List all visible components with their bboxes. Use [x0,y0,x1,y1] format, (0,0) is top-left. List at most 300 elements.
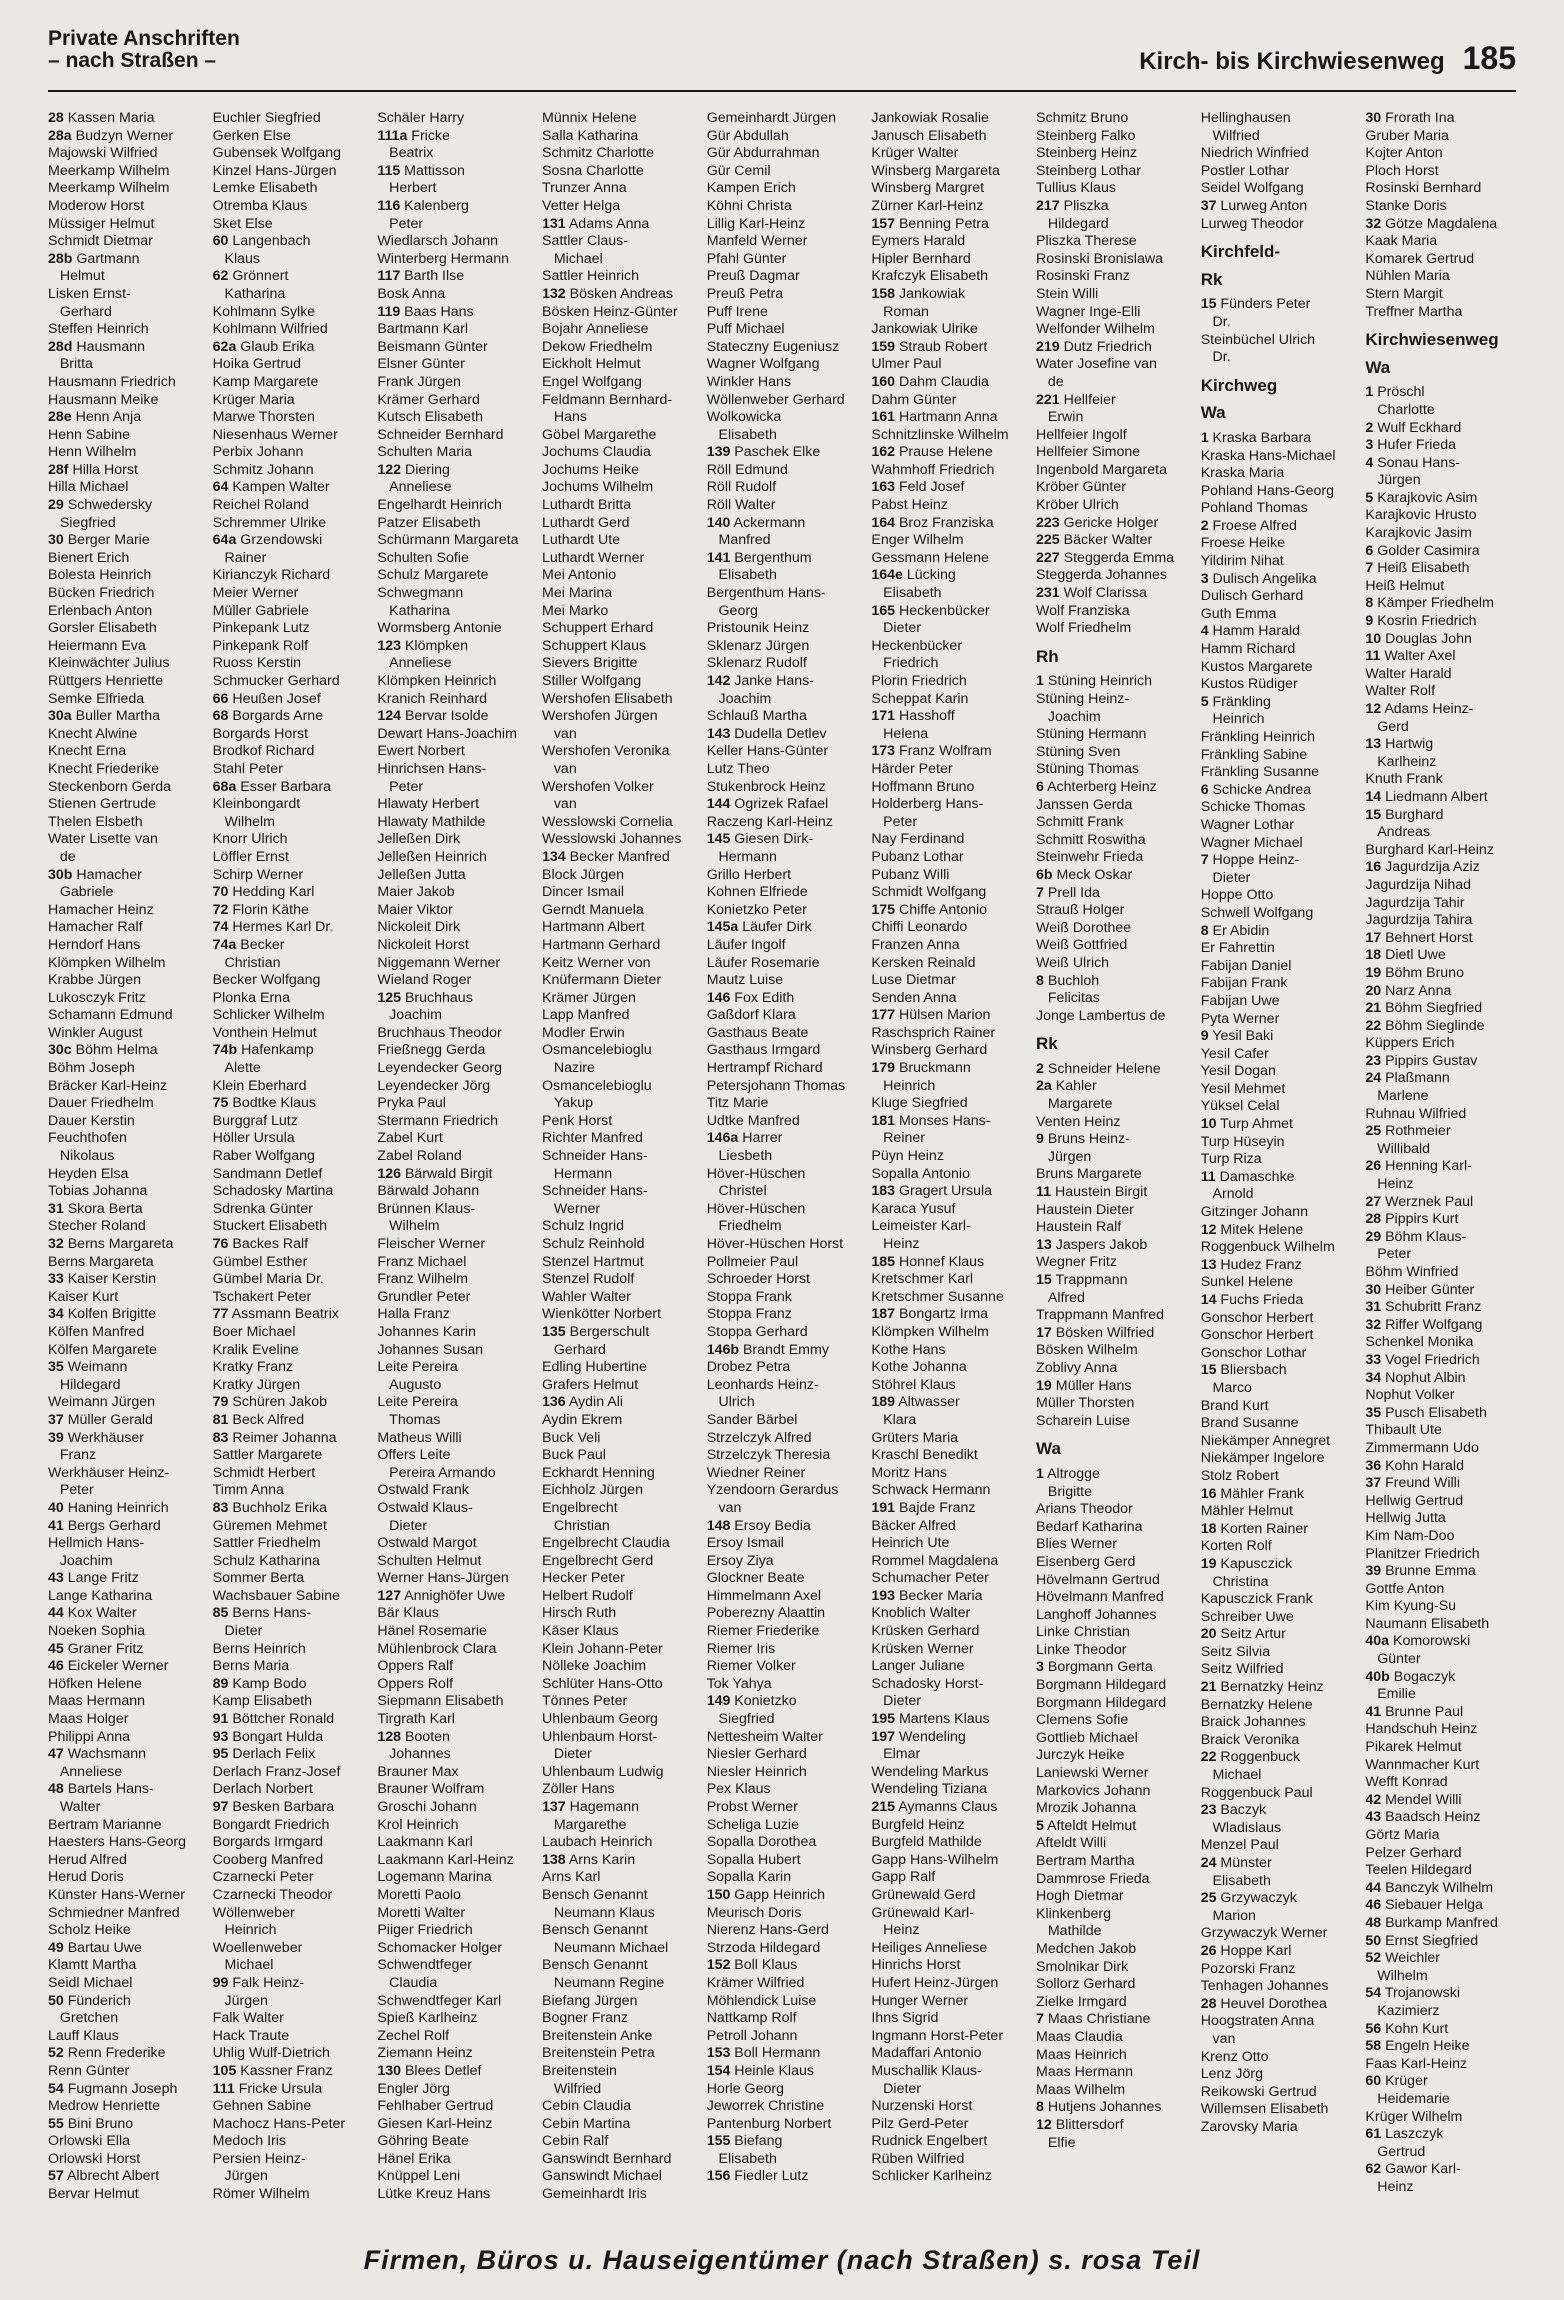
directory-entry: Peter [377,778,424,795]
directory-entry: Kraska Maria [1200,465,1285,482]
directory-entry: Steinwehr Frieda [1036,849,1144,866]
directory-entry: Grünewald Gerd [871,1886,976,1903]
directory-entry: 3 Dulisch Angelika [1200,570,1317,587]
directory-entry: Elisabeth [871,585,942,602]
directory-entry: Hartmann Albert [542,919,645,936]
directory-entry: 14 Liedmann Albert [1365,788,1488,805]
directory-entry: 215 Aymanns Claus [871,1799,998,1815]
directory-entry: Wiedlarsch Johann [377,233,498,250]
directory-entry: 41 Brunne Paul [1365,1703,1464,1720]
directory-entry: Braick Veronika [1200,1731,1300,1748]
directory-entry: Clemens Sofie [1036,1712,1129,1729]
street-section-heading: Rh [1036,646,1059,666]
directory-entry: Senden Anna [871,989,957,1006]
directory-entry: 25 Rothmeier [1365,1123,1451,1140]
directory-entry: Yesil Cafer [1200,1045,1269,1062]
directory-entry: 21 Böhm Siegfried [1365,1000,1483,1017]
directory-entry: Eymers Harald [871,233,966,250]
directory-entry: 9 Bruns Heinz- [1036,1131,1130,1148]
directory-entry: Herud Alfred [48,1851,127,1868]
directory-entry: Kohnen Elfriede [706,884,808,901]
directory-entry: 32 Götze Magdalena [1365,215,1498,232]
directory-entry: Gerken Else [212,127,291,144]
directory-entry: Röll Walter [706,497,776,514]
directory-entry: 160 Dahm Claudia [871,373,989,390]
directory-entry: Brand Kurt [1200,1397,1269,1414]
directory-entry: Dieter [871,1693,922,1710]
directory-entry: Leite Pereira [377,1359,458,1376]
directory-entry: Kröber Ulrich [1036,497,1119,514]
directory-entry: 159 Straub Robert [871,338,988,355]
directory-entry: Stoppa Gerhard [706,1323,808,1340]
directory-entry: 225 Bäcker Walter [1036,532,1153,549]
directory-entry: Christina [1200,1573,1269,1590]
directory-entry: Leyendecker Jörg [377,1077,491,1094]
directory-entry: Bosk Anna [377,285,446,302]
directory-entry: Anneliese [377,479,452,496]
directory-entry: 187 Bongartz Irma [871,1306,989,1323]
directory-entry: Ihns Sigrid [871,2010,939,2027]
directory-entry: Pliszka Therese [1036,233,1137,250]
directory-column [871,110,1030,2185]
directory-entry: Gür Abdullah [706,127,789,144]
directory-entry: Derlach Franz-Josef [212,1763,341,1780]
directory-entry: 221 Hellfeier [1036,391,1116,408]
directory-entry: Pubanz Willi [871,866,950,883]
directory-entry: Wöllenweber Gerhard [706,391,845,408]
directory-entry: 2 Schneider Helene [1036,1060,1161,1077]
directory-entry: Krüger Walter [871,145,959,162]
directory-entry: Hufert Heinz-Jürgen [871,1974,999,1991]
directory-entry: Hamacher Ralf [48,919,143,936]
directory-entry: Katharina [377,602,450,619]
street-section-heading: Rk [1200,269,1223,289]
directory-entry: 128 Booten [377,1728,450,1745]
directory-entry: Maas Wilhelm [1036,2081,1126,2098]
directory-entry: Künster Hans-Werner [48,1886,185,1903]
directory-entry: Klaus [212,250,260,267]
directory-entry: Bär Klaus [377,1605,439,1622]
directory-entry: 49 Bartau Uwe [48,1939,142,1956]
directory-entry: Hildegard [48,1376,121,1393]
directory-entry: 83 Reimer Johanna [212,1429,337,1446]
directory-entry: Mei Marko [542,602,609,619]
directory-entry: Faas Karl-Heinz [1365,2055,1468,2072]
directory-entry: Pex Klaus [706,1781,771,1798]
directory-entry: Stüning Thomas [1036,761,1140,778]
directory-entry: Knecht Erna [48,743,127,760]
directory-entry: Zöller Hans [542,1781,615,1798]
header-title-line1: Private Anschriften [48,27,240,50]
directory-entry: Helbert Rudolf [542,1587,633,1604]
directory-entry: Philippi Anna [48,1728,131,1745]
directory-entry: Grüters Maria [871,1429,959,1446]
directory-entry: Probst Werner [706,1799,798,1815]
directory-entry: 30a Buller Martha [48,708,160,725]
directory-entry: Wesslowski Johannes [542,831,682,848]
directory-entry: Tenhagen Johannes [1200,1978,1329,1995]
directory-entry: Kapusczick Frank [1200,1591,1313,1608]
directory-entry: 8 Er Abidin [1200,922,1270,939]
directory-entry: Wershofen Volker [542,778,654,795]
directory-entry: Pozorski Franz [1200,1960,1296,1977]
directory-entry: Steffen Heinrich [48,321,149,338]
directory-entry: Stiller Wolfgang [542,673,642,689]
directory-entry: Langhoff Johannes [1036,1606,1157,1623]
directory-entry: Läufer Rosemarie [706,954,820,971]
directory-entry: Steinberg Falko [1036,127,1136,144]
directory-entry: Haesters Hans-Georg [48,1834,186,1851]
directory-entry: 64 Kampen Walter [212,479,330,496]
directory-entry: Schicke Thomas [1200,799,1306,816]
directory-entry: Hermann [542,1165,613,1182]
directory-entry: Höfken Helene [48,1675,142,1692]
directory-entry: Eichholz Jürgen [542,1482,643,1499]
directory-entry: Kölfen Margarete [48,1341,157,1358]
directory-entry: Scholz Heike [48,1922,131,1939]
directory-entry: Schirp Werner [212,866,304,883]
directory-entry: Kraschl Benedikt [871,1447,978,1464]
directory-entry: 30 Heiber Günter [1365,1281,1475,1298]
directory-entry: 39 Brunne Emma [1365,1563,1476,1580]
directory-entry: Sopalla Antonio [871,1165,970,1182]
directory-entry: Gonschor Lothar [1200,1344,1307,1361]
directory-entry: 3 Hufer Frieda [1365,437,1457,454]
directory-entry: Smolnikar Dirk [1036,1958,1129,1975]
directory-entry: Ruhnau Wilfried [1365,1105,1467,1122]
directory-entry: Niekämper Annegret [1200,1432,1331,1449]
directory-entry: Pilz Gerd-Peter [871,2115,969,2132]
directory-entry: Postler Lothar [1200,162,1290,179]
directory-entry: Titz Marie [706,1095,769,1112]
directory-entry: 9 Yesil Baki [1200,1028,1274,1045]
directory-entry: Herud Doris [48,1869,124,1886]
directory-entry: 4 Hamm Harald [1200,623,1301,640]
directory-entry: Stanke Doris [1365,197,1447,214]
directory-entry: 43 Lange Fritz [48,1570,139,1587]
directory-entry: 12 Adams Heinz- [1365,701,1474,717]
directory-entry: Woellenweber [212,1939,303,1956]
directory-entry: Schulten Sofie [377,549,469,566]
directory-entry: Winkler August [48,1024,143,1041]
directory-entry: Pristounik Heinz [706,620,810,637]
street-section-heading: Kirchfeld- [1200,242,1281,262]
directory-entry: Wormsberg Antonie [377,620,502,637]
directory-entry: Elisabeth [706,426,777,443]
directory-entry: Kröber Günter [1036,479,1126,496]
directory-entry: Weiß Dorothee [1036,919,1132,936]
directory-entry: Niggemann Werner [377,954,501,971]
directory-entry: Sattler Margarete [212,1447,323,1464]
directory-entry: Hellinghausen [1200,110,1291,126]
directory-entry: Chiffi Leonardo [871,919,968,936]
directory-entry: 54 Fugmann Joseph [48,2080,178,2097]
directory-entry: 8 Hutjens Johannes [1036,2099,1162,2116]
directory-entry: 25 Grzywaczyk [1200,1890,1297,1907]
directory-entry: Brigitte [1036,1483,1093,1500]
directory-entry: Cebin Ralf [542,2133,609,2150]
directory-entry: Schmiedner Manfred [48,1904,180,1921]
directory-entry: Pryka Paul [377,1095,446,1112]
directory-entry: Klara [871,1411,917,1428]
directory-entry: 44 Kox Walter [48,1605,137,1622]
directory-entry: Hertrampf Richard [706,1060,823,1077]
directory-entry: Falk Walter [212,2010,284,2027]
directory-entry: Marco [1200,1379,1252,1396]
directory-entry: van [542,725,577,742]
directory-entry: Breitenstein Anke [542,2027,653,2044]
directory-entry: Tullius Klaus [1036,180,1116,197]
directory-entry: 18 Dietl Uwe [1365,947,1446,964]
directory-entry: 5 Fränkling [1200,693,1271,710]
directory-entry: Bervar Helmut [48,2186,139,2203]
directory-entry: Mühlenbrock Clara [377,1640,497,1657]
directory-entry: Tirgrath Karl [377,1711,455,1728]
directory-entry: Schmitt Frank [1036,814,1124,831]
directory-entry: Engel Wolfgang [542,373,642,390]
directory-entry: Schenkel Monika [1365,1334,1474,1351]
directory-entry: Roman [871,303,929,320]
directory-entry: Bücken Friedrich [48,585,155,602]
directory-entry: 36 Kohn Harald [1365,1457,1464,1474]
directory-entry: 37 Lurweg Anton [1200,197,1308,214]
directory-entry: Hans [542,409,587,426]
directory-entry: Gasthaus Beate [706,1024,809,1041]
directory-entry: Krafczyk Elisabeth [871,268,989,285]
directory-entry: 8 Buchloh [1036,972,1100,989]
directory-entry: Thelen Elsbeth [48,813,143,830]
directory-entry: Nierenz Hans-Gerd [706,1922,829,1939]
directory-entry: 30 Berger Marie [48,532,150,549]
directory-entry: Schroeder Horst [706,1271,810,1288]
directory-entry: Yüksel Celal [1200,1098,1280,1115]
directory-entry: Schulz Ingrid [542,1218,625,1235]
directory-entry: Schlauß Martha [706,708,807,725]
directory-entry: Kölfen Manfred [48,1323,145,1340]
directory-entry: Schlüter Hans-Otto [542,1675,663,1692]
directory-entry: Borgmann Hildegard [1036,1694,1167,1711]
directory-entry: Niekämper Ingelore [1200,1450,1325,1467]
directory-entry: 99 Falk Heinz- [212,1974,305,1991]
footer-note: Firmen, Büros u. Hauseigentümer (nach Straßen) s. rosa Teil [363,2245,1201,2275]
directory-entry: Krüger Wilhelm [1365,2108,1463,2125]
directory-entry: Stern Margit [1365,285,1443,302]
directory-entry: 37 Freund Willi [1365,1475,1460,1492]
directory-entry: Rüttgers Henriette [48,673,164,689]
directory-entry: Poberezny Alaattin [706,1605,825,1622]
directory-entry: Ostwald Frank [377,1482,469,1499]
directory-entry: Dammrose Frieda [1036,1870,1150,1887]
directory-entry: Euchler Siegfried [212,110,321,126]
directory-entry: Schmitz Johann [212,461,314,478]
directory-entry: Matheus Willi [377,1429,462,1446]
directory-entry: Hoppe Otto [1200,887,1274,904]
directory-entry: Schwell Wolfgang [1200,904,1314,921]
directory-entry: Renn Günter [48,2062,130,2079]
directory-entry: Gonschor Herbert [1200,1327,1314,1344]
page-header-right [1139,40,1516,77]
directory-entry: Karaca Yusuf [871,1200,956,1217]
directory-entry: Heiß Helmut [1365,577,1445,594]
directory-entry: Karlheinz [1365,753,1437,770]
directory-entry: Maier Viktor [377,901,453,918]
directory-entry: Turp Hüseyin [1200,1133,1285,1150]
directory-entry: 11 Walter Axel [1365,648,1456,665]
directory-entry: Bogner Franz [542,2010,628,2027]
directory-entry: Ostwald Klaus- [377,1499,473,1516]
directory-entry: Gapp Ralf [871,1869,936,1886]
directory-entry: Burgfeld Mathilde [871,1834,982,1851]
directory-entry: 74b Hafenkamp [212,1042,314,1059]
directory-entry: Jonge Lambertus de [1036,1007,1166,1024]
directory-entry: Alette [212,1060,261,1077]
directory-entry: Gottfe Anton [1365,1580,1445,1597]
directory-entry: Jochums Wilhelm [542,479,654,496]
directory-entry: 60 Langenbach [212,233,311,250]
directory-entry: 50 Fünderich [48,1992,131,2009]
directory-entry: 50 Ernst Siegfried [1365,1932,1479,1949]
directory-entry: Görtz Maria [1365,1827,1440,1843]
directory-entry: Schnitzlinske Wilhelm [871,426,1009,443]
directory-entry: Anneliese [48,1763,123,1780]
street-section-heading: Wa [1036,1439,1061,1459]
directory-entry: Halla Franz [377,1306,450,1323]
directory-entry: Brauner Wolfram [377,1781,485,1798]
directory-entry: 20 Narz Anna [1365,982,1452,999]
directory-entry: Wershofen Jürgen [542,708,658,725]
directory-entry: Erlenbach Anton [48,602,153,619]
directory-entry: Riemer Friederike [706,1623,820,1640]
directory-entry: Kutsch Elisabeth [377,409,484,426]
directory-entry: Böhm Joseph [48,1060,135,1077]
directory-column [1036,110,1195,2182]
directory-entry: Gretchen [48,2010,119,2027]
directory-entry: Christian [212,954,281,971]
directory-entry: Trunzer Anna [542,180,627,197]
directory-entry: Höver-Hüschen Horst [706,1236,844,1252]
directory-entry: Boer Michael [212,1323,296,1340]
directory-entry: Maas Claudia [1036,2028,1123,2045]
directory-entry: Henn Wilhelm [48,444,137,461]
directory-entry: Michael [212,1957,274,1974]
directory-entry: Köhni Christa [706,197,792,214]
directory-entry: Peter [48,1482,94,1499]
directory-entry: Erwin [1036,409,1084,426]
directory-entry: Gabriele [48,884,114,901]
directory-entry: Engelbrecht Claudia [542,1535,670,1552]
directory-entry: Glockner Beate [706,1570,805,1587]
directory-entry: Kinzel Hans-Jürgen [212,162,337,179]
directory-entry: Schremmer Ulrike [212,514,327,531]
directory-entry: Winsberg Margareta [871,162,1000,179]
directory-entry: Kleinbongardt [212,796,301,813]
directory-entry: Tschakert Peter [212,1288,312,1305]
directory-entry: Maas Hermann [1036,2064,1134,2081]
directory-entry: 191 Bajde Franz [871,1499,976,1516]
directory-entry: Laniewski Werner [1036,1765,1149,1782]
directory-entry: Knüppel Leni [377,2168,461,2185]
directory-entry: Heinz [1365,1176,1414,1193]
directory-entry: Karajkovic Hrusto [1365,507,1477,524]
directory-entry: Oppers Rolf [377,1675,454,1692]
directory-entry: Wolf Franziska [1036,602,1130,619]
directory-entry: Sopalla Dorothea [706,1834,817,1851]
directory-entry: Sattler Claus- [542,233,628,250]
directory-entry: Knuth Frank [1365,771,1443,788]
directory-entry: Schwack Hermann [871,1482,991,1499]
directory-entry: Nattkamp Rolf [706,2010,797,2027]
directory-entry: Leyendecker Georg [377,1060,502,1077]
directory-entry: Gümbel Esther [212,1253,308,1270]
directory-entry: 116 Kalenberg [377,197,469,214]
directory-entry: Schuppert Erhard [542,620,654,637]
directory-column [542,110,701,2203]
directory-entry: Welfonder Wilhelm [1036,321,1155,338]
directory-entry: Aydin Ekrem [542,1411,623,1428]
directory-entry: 105 Kassner Franz [212,2062,333,2079]
directory-entry: Knorr Ulrich [212,831,288,848]
directory-entry: Hack Traute [212,2027,290,2044]
directory-entry: Kim Nam-Doo [1365,1527,1455,1544]
directory-entry: Heinrich [212,1922,277,1939]
directory-entry: Hilla Michael [48,479,129,496]
directory-entry: 17 Behnert Horst [1365,929,1473,946]
directory-entry: Dewart Hans-Joachim [377,725,517,742]
directory-entry: Winsberg Margret [871,180,985,197]
directory-entry: Jürgen [1365,472,1421,489]
directory-entry: 124 Bervar Isolde [377,708,489,725]
directory-entry: Krüsken Werner [871,1640,974,1657]
directory-entry: Kohlmann Sylke [212,303,316,320]
directory-entry: Franz Wilhelm [377,1271,468,1288]
directory-entry: 15 Fünders Peter [1200,296,1311,313]
directory-entry: 57 Albrecht Albert [48,2168,160,2185]
directory-entry: Kojter Anton [1365,145,1443,162]
directory-entry: Strzelczyk Theresia [706,1447,831,1464]
directory-entry: 46 Eickeler Werner [48,1658,169,1675]
directory-entry: Engelbrecht Gerd [542,1552,654,1569]
directory-entry: Sommer Berta [212,1570,305,1587]
directory-entry: Lauff Klaus [48,2027,119,2044]
directory-entry: Winkler Hans [706,373,792,390]
directory-entry: Brünnen Klaus- [377,1200,476,1217]
directory-entry: Hartmann Gerhard [542,936,661,953]
directory-entry: Sattler Friedhelm [212,1535,321,1552]
directory-entry: Richter Manfred [542,1130,643,1147]
directory-entry: Nickoleit Horst [377,936,469,953]
directory-entry: Manfeld Werner [706,233,808,250]
directory-entry: Wolkowicka [706,409,782,426]
directory-entry: Luthardt Britta [542,497,632,514]
directory-entry: Hermann [706,848,777,865]
directory-entry: Ersoy Ziya [706,1552,774,1569]
directory-entry: Blies Werner [1036,1536,1117,1553]
directory-entry: Schmidt Dietmar [48,233,153,250]
directory-entry: Käser Klaus [542,1623,619,1640]
directory-entry: Wegner Fritz [1036,1254,1117,1271]
directory-entry: Fabijan Daniel [1200,957,1292,974]
directory-entry: Markovics Johann [1036,1782,1151,1799]
directory-entry: 115 Mattisson [377,162,465,179]
directory-entry: Pollmeier Paul [706,1253,799,1270]
directory-column [1365,110,1524,2195]
directory-entry: Kaak Maria [1365,233,1438,250]
directory-entry: Semke Elfrieda [48,690,145,707]
directory-entry: 6b Meck Oskar [1036,866,1133,883]
directory-entry: Linke Theodor [1036,1641,1127,1658]
directory-entry: 175 Chiffe Antonio [871,901,988,918]
directory-entry: Lange Katharina [48,1587,153,1604]
